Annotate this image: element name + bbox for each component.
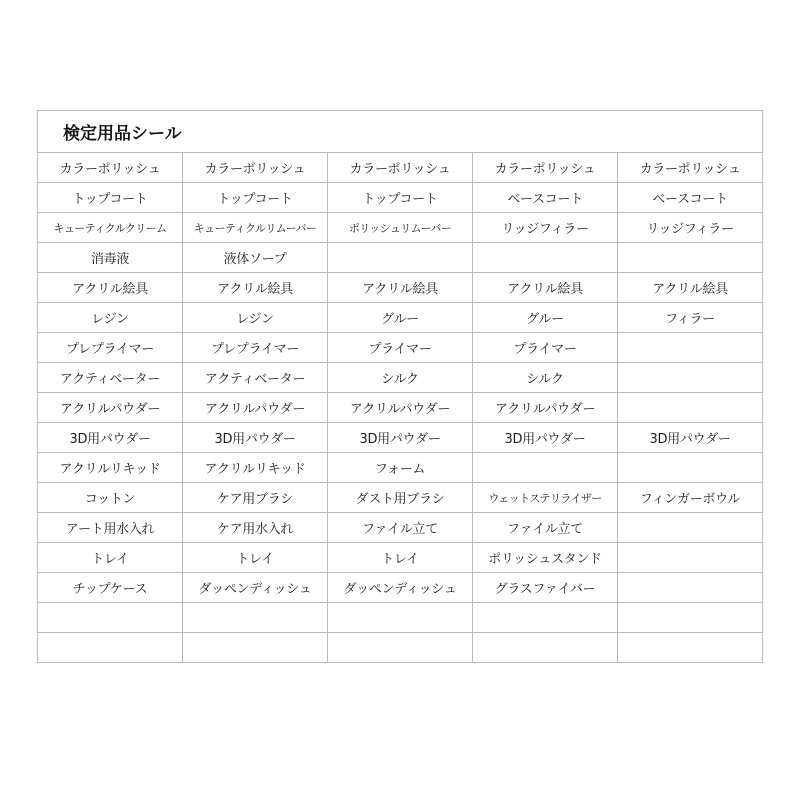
- label-cell: 3D用パウダー: [328, 423, 473, 453]
- label-sheet-table: [37, 110, 763, 663]
- label-cell: カラーポリッシュ: [38, 153, 183, 183]
- label-cell: [618, 363, 763, 393]
- label-cell: グルー: [328, 303, 473, 333]
- label-cell: グルー: [473, 303, 618, 333]
- label-cell: アクリルパウダー: [328, 393, 473, 423]
- label-cell: アクリルパウダー: [183, 393, 328, 423]
- label-cell: ケア用ブラシ: [183, 483, 328, 513]
- label-cell: 3D用パウダー: [473, 423, 618, 453]
- label-cell: チップケース: [38, 573, 183, 603]
- label-cell: ポリッシュリムーバー: [328, 213, 473, 243]
- table-row: [38, 513, 763, 543]
- label-cell: プライマー: [473, 333, 618, 363]
- label-cell: [183, 603, 328, 633]
- label-cell: プライマー: [328, 333, 473, 363]
- label-cell: ウェットステリライザー: [473, 483, 618, 513]
- table-row: [38, 423, 763, 453]
- label-cell: [473, 633, 618, 663]
- label-cell: キューティクルクリーム: [38, 213, 183, 243]
- label-cell: グラスファイバー: [473, 573, 618, 603]
- label-cell: アクリル絵具: [183, 273, 328, 303]
- label-cell: リッジフィラー: [618, 213, 763, 243]
- label-cell: カラーポリッシュ: [328, 153, 473, 183]
- label-cell: シルク: [473, 363, 618, 393]
- label-cell: [618, 633, 763, 663]
- label-cell: カラーポリッシュ: [473, 153, 618, 183]
- label-cell: 3D用パウダー: [618, 423, 763, 453]
- table-row: [38, 333, 763, 363]
- label-cell: [618, 513, 763, 543]
- label-cell: [38, 633, 183, 663]
- label-cell: トレイ: [38, 543, 183, 573]
- table-row: [38, 633, 763, 663]
- label-cell: アクリル絵具: [473, 273, 618, 303]
- label-cell: [473, 453, 618, 483]
- label-cell: 3D用パウダー: [183, 423, 328, 453]
- sheet-title: 検定用品シール: [38, 111, 763, 153]
- label-cell: トップコート: [328, 183, 473, 213]
- label-cell: [618, 543, 763, 573]
- label-cell: 消毒液: [38, 243, 183, 273]
- label-cell: トレイ: [328, 543, 473, 573]
- label-cell: トレイ: [183, 543, 328, 573]
- label-cell: アクリルリキッド: [38, 453, 183, 483]
- table-row: [38, 573, 763, 603]
- label-cell: [473, 603, 618, 633]
- label-cell: [183, 633, 328, 663]
- table-row: [38, 213, 763, 243]
- label-cell: プレプライマー: [183, 333, 328, 363]
- table-row: [38, 243, 763, 273]
- label-cell: [618, 333, 763, 363]
- label-cell: [618, 453, 763, 483]
- label-cell: リッジフィラー: [473, 213, 618, 243]
- label-cell: フォーム: [328, 453, 473, 483]
- label-cell: アクリル絵具: [328, 273, 473, 303]
- label-cell: ファイル立て: [473, 513, 618, 543]
- label-cell: ダッペンディッシュ: [328, 573, 473, 603]
- table-row: [38, 363, 763, 393]
- label-cell: プレプライマー: [38, 333, 183, 363]
- label-cell: トップコート: [38, 183, 183, 213]
- label-rows: [38, 153, 763, 663]
- label-cell: ファイル立て: [328, 513, 473, 543]
- label-cell: カラーポリッシュ: [618, 153, 763, 183]
- label-cell: アクリル絵具: [618, 273, 763, 303]
- table-row: [38, 453, 763, 483]
- label-cell: フィンガーボウル: [618, 483, 763, 513]
- label-cell: アクティベーター: [38, 363, 183, 393]
- label-cell: アート用水入れ: [38, 513, 183, 543]
- table-row: [38, 483, 763, 513]
- label-cell: アクリルリキッド: [183, 453, 328, 483]
- label-cell: レジン: [38, 303, 183, 333]
- label-cell: [618, 243, 763, 273]
- table-row: [38, 273, 763, 303]
- table-row: [38, 603, 763, 633]
- label-cell: [38, 603, 183, 633]
- label-cell: ベースコート: [473, 183, 618, 213]
- label-cell: ダスト用ブラシ: [328, 483, 473, 513]
- label-cell: レジン: [183, 303, 328, 333]
- label-cell: [473, 243, 618, 273]
- label-cell: ベースコート: [618, 183, 763, 213]
- label-cell: ポリッシュスタンド: [473, 543, 618, 573]
- label-cell: [328, 243, 473, 273]
- label-cell: アクリルパウダー: [473, 393, 618, 423]
- label-cell: [618, 393, 763, 423]
- label-cell: [328, 633, 473, 663]
- table-row: [38, 153, 763, 183]
- table-row: [38, 543, 763, 573]
- label-cell: 3D用パウダー: [38, 423, 183, 453]
- label-cell: トップコート: [183, 183, 328, 213]
- label-cell: ケア用水入れ: [183, 513, 328, 543]
- label-cell: シルク: [328, 363, 473, 393]
- label-cell: キューティクルリムーバー: [183, 213, 328, 243]
- label-cell: [618, 573, 763, 603]
- label-cell: カラーポリッシュ: [183, 153, 328, 183]
- label-cell: コットン: [38, 483, 183, 513]
- table-row: [38, 183, 763, 213]
- label-cell: [618, 603, 763, 633]
- label-cell: アクティベーター: [183, 363, 328, 393]
- label-cell: アクリルパウダー: [38, 393, 183, 423]
- label-cell: ダッペンディッシュ: [183, 573, 328, 603]
- table-row: [38, 393, 763, 423]
- label-cell: 液体ソープ: [183, 243, 328, 273]
- label-cell: フィラー: [618, 303, 763, 333]
- table-row: [38, 303, 763, 333]
- label-cell: [328, 603, 473, 633]
- label-cell: アクリル絵具: [38, 273, 183, 303]
